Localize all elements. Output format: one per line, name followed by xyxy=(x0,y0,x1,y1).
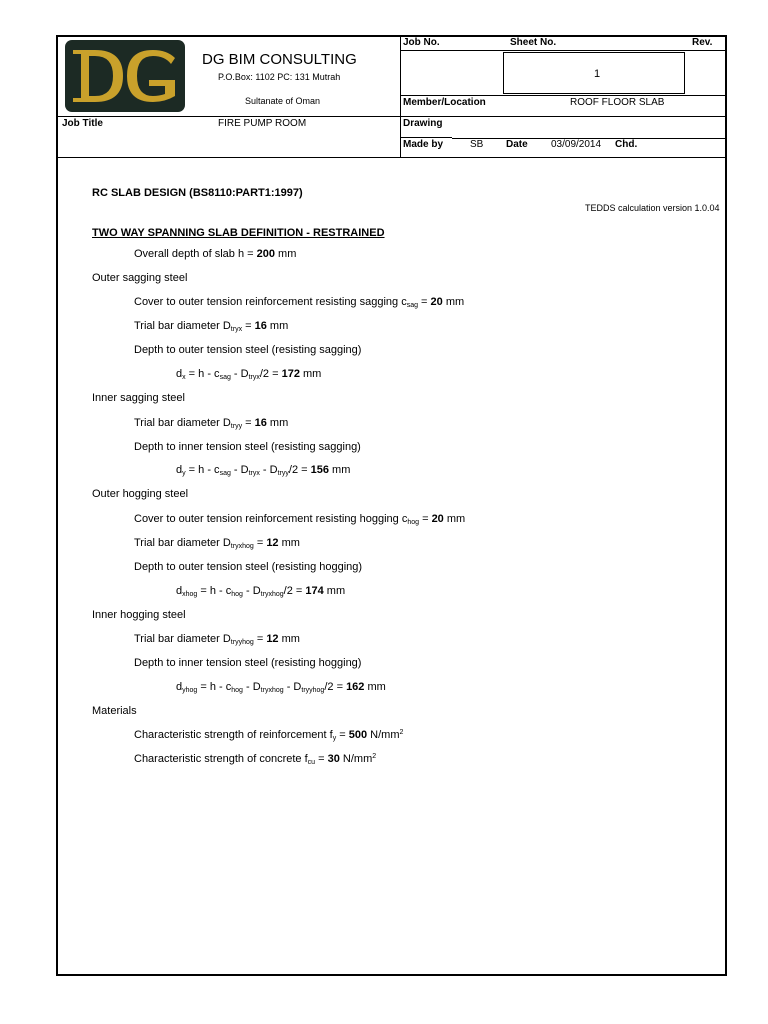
depth-outer-hog-line: Depth to outer tension steel (resisting hogging) xyxy=(134,561,363,573)
dxhog-equation: $d_{xhog} = h - c_{hog} - D_{tryxhog}/2 = 174$ mm xyxy=(176,585,346,598)
section-heading: TWO WAY SPANNING SLAB DEFINITION - RESTRAINED xyxy=(92,227,385,239)
materials-heading: Materials xyxy=(92,705,137,717)
job-no-label: Job No. xyxy=(403,37,440,48)
calculation-sheet-frame xyxy=(56,35,727,976)
header-bottom-rule xyxy=(56,157,727,158)
cover-hog-line: Cover to outer tension reinforcement resisting hogging $c_{hog} = 20$ mm xyxy=(134,513,466,526)
company-address-line1: P.O.Box: 1102 PC: 131 Mutrah xyxy=(218,72,341,82)
trial-bar-yhog-line: Trial bar diameter $D_{tryyhog} = 12$ mm xyxy=(134,633,300,646)
dy-equation: $d_y = h - c_{sag} - D_{tryx} - D_{tryy}/2 = 156$ mm xyxy=(176,464,351,477)
header-divider-vertical xyxy=(400,35,401,157)
job-title-label: Job Title xyxy=(62,118,103,129)
member-location-label: Member/Location xyxy=(403,97,486,108)
job-title-value: FIRE PUMP ROOM xyxy=(218,118,307,129)
cover-sag-line: Cover to outer tension reinforcement resisting sagging $c_{sag} = 20$ mm xyxy=(134,296,465,309)
depth-outer-sag-line: Depth to outer tension steel (resisting sagging) xyxy=(134,344,362,356)
dx-equation: $d_x = h - c_{sag} - D_{tryx}/2 = 172$ mm xyxy=(176,368,322,381)
depth-inner-sag-line: Depth to inner tension steel (resisting sagging) xyxy=(134,441,361,453)
date-label: Date xyxy=(506,139,528,150)
company-address-line2: Sultanate of Oman xyxy=(245,96,321,106)
sheet-no-label: Sheet No. xyxy=(510,37,557,48)
chd-label: Chd. xyxy=(615,139,638,150)
header-member-rule xyxy=(400,95,727,96)
header-drawing-rule xyxy=(400,137,452,138)
member-location-value: ROOF FLOOR SLAB xyxy=(570,97,665,108)
fy-line: Characteristic strength of reinforcement $f_y = 500$ $N/mm^2$ xyxy=(134,729,404,742)
tedds-version: TEDDS calculation version 1.0.04 xyxy=(585,203,720,213)
trial-bar-xhog-line: Trial bar diameter $D_{tryxhog} = 12$ mm xyxy=(134,537,300,550)
fcu-line: Characteristic strength of concrete $f_{cu} = 30$ $N/mm^2$ xyxy=(134,753,377,766)
sheet-no-value: 1 xyxy=(594,68,601,80)
company-name: DG BIM CONSULTING xyxy=(202,51,357,68)
header-job-title-rule xyxy=(56,116,727,117)
made-by-label: Made by xyxy=(403,139,444,150)
dg-logo xyxy=(65,40,185,112)
trial-bar-y-line: Trial bar diameter $D_{tryy} = 16$ mm xyxy=(134,417,289,430)
header-job-no-rule xyxy=(400,50,727,51)
made-by-value: SB xyxy=(470,139,484,150)
inner-hogging-heading: Inner hogging steel xyxy=(92,609,186,621)
dg-logo-mark xyxy=(65,40,185,112)
drawing-label: Drawing xyxy=(403,118,443,129)
overall-depth-line: Overall depth of slab h = 200 mm xyxy=(134,248,297,260)
inner-sagging-heading: Inner sagging steel xyxy=(92,392,185,404)
outer-hogging-heading: Outer hogging steel xyxy=(92,488,189,500)
date-value: 03/09/2014 xyxy=(551,139,602,150)
dyhog-equation: $d_{yhog} = h - c_{hog} - D_{tryxhog} - D_{tryyhog}/2 = 162$ mm xyxy=(176,681,386,694)
calc-title: RC SLAB DESIGN (BS8110:PART1:1997) xyxy=(92,187,303,199)
outer-sagging-heading: Outer sagging steel xyxy=(92,272,188,284)
depth-inner-hog-line: Depth to inner tension steel (resisting hogging) xyxy=(134,657,362,669)
rev-label: Rev. xyxy=(692,37,713,48)
trial-bar-x-line: Trial bar diameter $D_{tryx} = 16$ mm xyxy=(134,320,289,333)
